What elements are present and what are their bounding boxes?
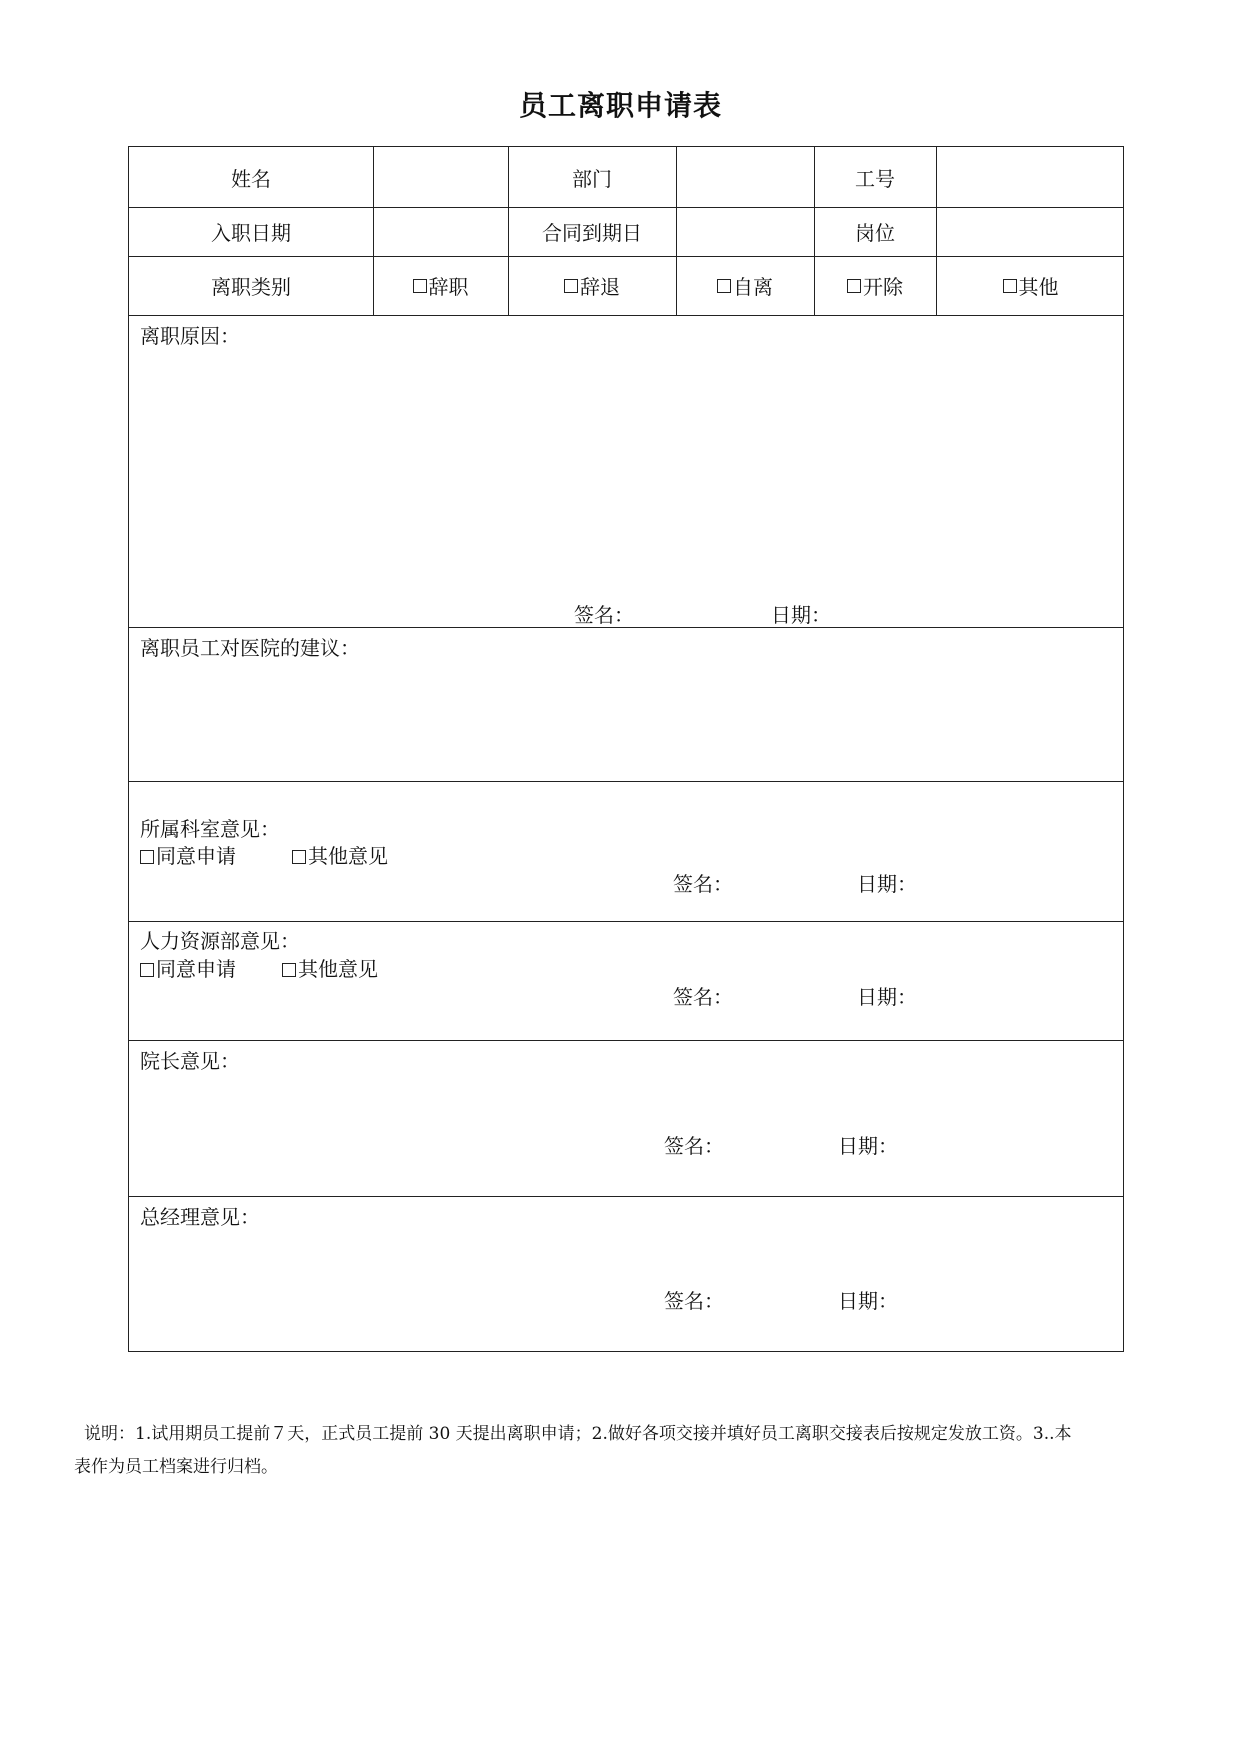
name-label: 姓名 <box>231 166 271 191</box>
checkbox-icon[interactable] <box>717 279 731 293</box>
position-field[interactable] <box>936 207 1125 256</box>
director-sign-label: 签名： <box>664 1134 724 1158</box>
option-resign[interactable]: 辞职 <box>373 256 508 315</box>
row-divider <box>129 315 1123 316</box>
checkbox-icon[interactable] <box>282 963 296 977</box>
checkbox-icon[interactable] <box>1003 279 1017 293</box>
employee-id-field[interactable] <box>936 147 1125 207</box>
name-field[interactable] <box>373 147 508 207</box>
hr-opinion-label: 人力资源部意见： <box>140 929 300 953</box>
checkbox-icon[interactable] <box>140 963 154 977</box>
department-label: 部门 <box>572 166 612 191</box>
option-self-leave[interactable]: 自离 <box>676 256 814 315</box>
dept-opinion-label: 所属科室意见： <box>140 817 280 841</box>
checkbox-icon[interactable] <box>564 279 578 293</box>
gm-sign-label: 签名： <box>664 1289 724 1313</box>
director-opinion-label: 院长意见： <box>140 1049 240 1073</box>
row-divider <box>129 1040 1123 1041</box>
department-field[interactable] <box>676 147 814 207</box>
employee-id-label: 工号 <box>855 166 895 191</box>
checkbox-icon[interactable] <box>847 279 861 293</box>
hr-date-label: 日期： <box>857 985 917 1009</box>
row-divider <box>129 781 1123 782</box>
reason-sign-label: 签名： <box>574 603 634 627</box>
option-expelled[interactable]: 开除 <box>814 256 936 315</box>
reason-label: 离职原因： <box>140 324 240 348</box>
footnote-line-2: 表作为员工档案进行归档。 <box>74 1457 278 1477</box>
option-dismissed[interactable]: 辞退 <box>508 256 676 315</box>
checkbox-icon[interactable] <box>292 850 306 864</box>
gm-date-label: 日期： <box>838 1289 898 1313</box>
row-divider <box>129 921 1123 922</box>
page-title: 员工离职申请表 <box>518 89 722 122</box>
position-label: 岗位 <box>855 221 895 245</box>
contract-end-field[interactable] <box>676 207 814 256</box>
gm-opinion-label: 总经理意见： <box>140 1205 260 1229</box>
hr-agree-option[interactable]: 同意申请 <box>140 953 236 982</box>
checkbox-icon[interactable] <box>413 279 427 293</box>
footnote-line-1: 说明：1.试用期员工提前７天，正式员工提前 30 天提出离职申请；2.做好各项交接并填好员工离职交接表后按规定发放工资。3..本 <box>84 1424 1072 1444</box>
hr-other-option[interactable]: 其他意见 <box>282 953 378 982</box>
resignation-form-table <box>128 146 1124 1352</box>
reason-date-label: 日期： <box>771 603 831 627</box>
suggestion-label: 离职员工对医院的建议： <box>140 636 360 660</box>
row-divider <box>129 1196 1123 1197</box>
dept-sign-label: 签名： <box>673 872 733 896</box>
hire-date-field[interactable] <box>373 207 508 256</box>
contract-end-label: 合同到期日 <box>542 221 642 245</box>
dept-date-label: 日期： <box>857 872 917 896</box>
director-date-label: 日期： <box>838 1134 898 1158</box>
option-other[interactable]: 其他 <box>936 256 1125 315</box>
resignation-type-label: 离职类别 <box>211 275 291 299</box>
dept-agree-option[interactable]: 同意申请 <box>140 840 236 869</box>
dept-other-option[interactable]: 其他意见 <box>292 840 388 869</box>
hr-sign-label: 签名： <box>673 985 733 1009</box>
hire-date-label: 入职日期 <box>211 221 291 245</box>
checkbox-icon[interactable] <box>140 850 154 864</box>
footnote <box>74 1418 1174 1484</box>
